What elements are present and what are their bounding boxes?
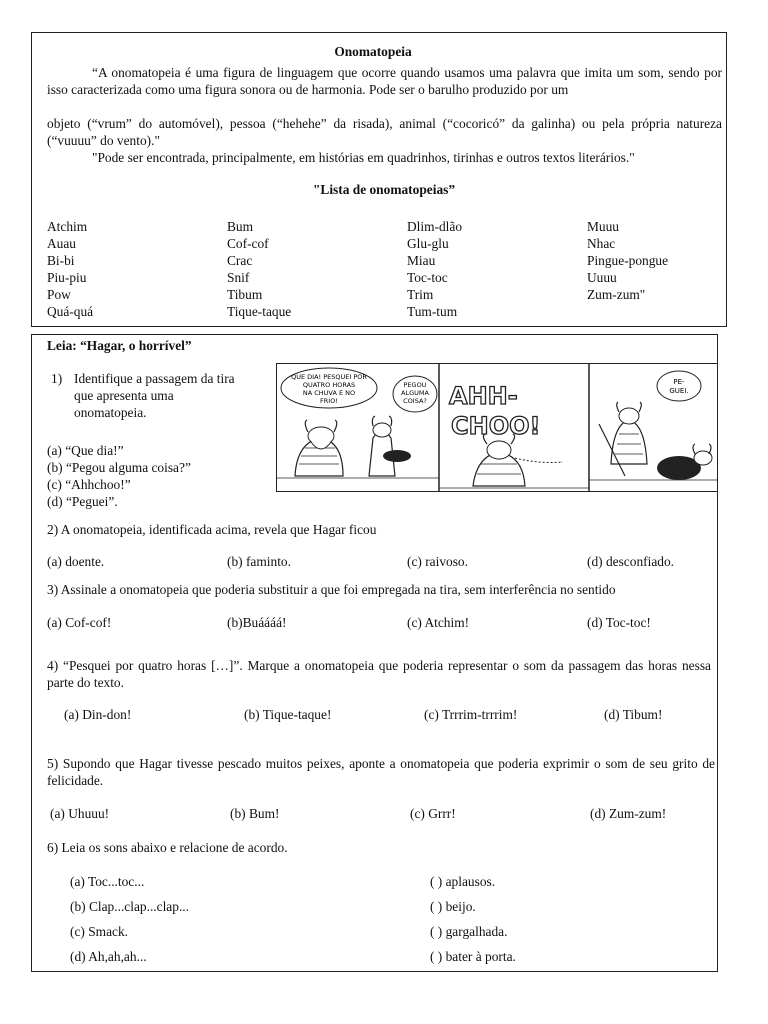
q1-option-c[interactable]: (c) “Ahhchoo!” (47, 477, 131, 492)
hagar-figure (295, 420, 343, 476)
q1-text-line-1: Identifique a passagem da tira (74, 371, 235, 386)
q4-option-b[interactable]: (b) Tique-taque! (244, 707, 332, 722)
list-column-1 (47, 218, 93, 320)
q2-option-c[interactable]: (c) raivoso. (407, 554, 468, 569)
sneeze-sound-line-1: AHH- (449, 382, 518, 410)
q5-text: 5) Supondo que Hagar tivesse pescado muitos peixes, aponte a onomatopeia que poderia exprimir o som de seu grito de felicidade. (47, 756, 715, 788)
q5-option-c[interactable]: (c) Grrr! (410, 806, 456, 821)
fallen-helga-figure (657, 444, 712, 480)
list-item: Glu-glu (407, 236, 449, 251)
q5-option-a[interactable]: (a) Uhuuu! (50, 806, 110, 821)
list-item: Toc-toc (407, 270, 448, 285)
q6-match-aplausos[interactable]: ( ) aplausos. (430, 874, 496, 889)
list-item: Nhac (587, 236, 616, 251)
speech-bubble-4 (657, 371, 701, 401)
list-item: Piu-piu (47, 270, 87, 285)
list-item: Crac (227, 253, 253, 268)
list-item: Auau (47, 236, 77, 251)
list-item: Bum (227, 219, 254, 234)
reading-title: Leia: “Hagar, o horrível” (47, 338, 192, 353)
list-item: Trim (407, 287, 434, 302)
list-item: Miau (407, 253, 436, 268)
list-column-3 (407, 218, 462, 320)
bubble2-line: COISA? (403, 397, 427, 405)
q3-option-a[interactable]: (a) Cof-cof! (47, 615, 112, 630)
hagar-standing-figure (599, 402, 647, 476)
q5-option-b[interactable]: (b) Bum! (230, 806, 280, 821)
q6-text: 6) Leia os sons abaixo e relacione de acordo. (47, 840, 288, 855)
q4-option-a[interactable]: (a) Din-don! (64, 707, 132, 722)
q4-text: 4) “Pesquei por quatro horas […]”. Marque a onomatopeia que poderia representar o som da passagem das horas nessa parte do texto. (47, 658, 711, 690)
q3-option-c[interactable]: (c) Atchim! (407, 615, 470, 630)
q6-match-bater-porta[interactable]: ( ) bater à porta. (430, 949, 516, 964)
q4-option-c[interactable]: (c) Trrrim-trrrim! (424, 707, 518, 722)
list-item: Atchim (47, 219, 88, 234)
intro-paragraph-3: "Pode ser encontrada, principalmente, em histórias em quadrinhos, tirinhas e outros textos literários." (92, 150, 635, 165)
q1-option-b[interactable]: (b) “Pegou alguma coisa?” (47, 460, 191, 475)
q1-text-line-3: onomatopeia. (74, 405, 147, 420)
list-item: Zum-zum" (587, 287, 646, 302)
list-item: Tique-taque (227, 304, 292, 319)
bubble4-line: GUEI. (669, 387, 689, 395)
q1-number: 1) (51, 371, 63, 386)
comic-strip (276, 363, 718, 492)
q2-text: 2) A onomatopeia, identificada acima, revela que Hagar ficou (47, 522, 377, 537)
q3-option-b[interactable]: (b)Buáááá! (227, 615, 287, 630)
helga-figure (369, 416, 411, 476)
sneeze-sound-line-2: CHOO! (451, 412, 541, 440)
q1-option-d[interactable]: (d) “Peguei”. (47, 494, 118, 509)
q2-option-b[interactable]: (b) faminto. (227, 554, 291, 569)
list-item: Tum-tum (407, 304, 458, 319)
bubble1-line: QUE DIA! PESQUEI POR (291, 373, 367, 381)
q5-option-d[interactable]: (d) Zum-zum! (590, 806, 667, 821)
q6-match-gargalhada[interactable]: ( ) gargalhada. (430, 924, 508, 939)
q2-option-d[interactable]: (d) desconfiado. (587, 554, 675, 569)
q4-option-d[interactable]: (d) Tibum! (604, 707, 663, 722)
bubble2-line: PEGOU (403, 381, 427, 389)
list-title: "Lista de onomatopeias” (312, 182, 456, 197)
q3-text: 3) Assinale a onomatopeia que poderia substituir a que foi empregada na tira, sem interferência no sentido (47, 582, 616, 597)
q6-sound-a: (a) Toc...toc... (70, 874, 145, 889)
page-title: Onomatopeia (334, 44, 412, 59)
bubble4-line: PE- (673, 378, 685, 386)
bubble1-line: FRIO! (320, 397, 338, 405)
list-item: Pingue-pongue (587, 253, 669, 268)
cauldron-icon (383, 450, 411, 462)
q6-match-beijo[interactable]: ( ) beijo. (430, 899, 476, 914)
bubble1-line: NA CHUVA E NO (302, 389, 356, 397)
list-item: Cof-cof (227, 236, 269, 251)
list-item: Muuu (587, 219, 619, 234)
list-item: Dlim-dlão (407, 219, 463, 234)
list-item: Bi-bi (47, 253, 75, 268)
list-item: Snif (227, 270, 250, 285)
list-column-2 (227, 218, 291, 320)
intro-paragraph-2: objeto (“vrum” do automóvel), pessoa (“hehehe” da risada), animal (“cocoricó” da galinha) ou pela própria natureza (“vuuuu” do vento)." (47, 116, 722, 148)
list-item: Quá-quá (47, 304, 94, 319)
list-column-4 (587, 218, 668, 303)
q2-option-a[interactable]: (a) doente. (47, 554, 105, 569)
q1-text-line-2: que apresenta uma (74, 388, 174, 403)
q6-sound-c: (c) Smack. (70, 924, 129, 939)
q1-option-a[interactable]: (a) “Que dia!” (47, 443, 124, 458)
sneezing-hagar-figure (473, 434, 563, 486)
intro-paragraph-1: “A onomatopeia é uma figura de linguagem que ocorre quando usamos uma palavra que imita um som, sendo por isso caracterizada como uma figura sonora ou de harmonia. Pode ser o barulho produzido por um (47, 65, 722, 97)
list-item: Tibum (227, 287, 263, 302)
bubble2-line: ALGUMA (401, 389, 429, 397)
q6-sound-b: (b) Clap...clap...clap... (70, 899, 189, 914)
q3-option-d[interactable]: (d) Toc-toc! (587, 615, 651, 630)
list-item: Pow (47, 287, 71, 302)
list-item: Uuuu (587, 270, 617, 285)
comic-strip-drawing (277, 364, 717, 491)
q6-sound-d: (d) Ah,ah,ah... (70, 949, 147, 964)
bubble1-line: QUATRO HORAS (302, 381, 356, 389)
